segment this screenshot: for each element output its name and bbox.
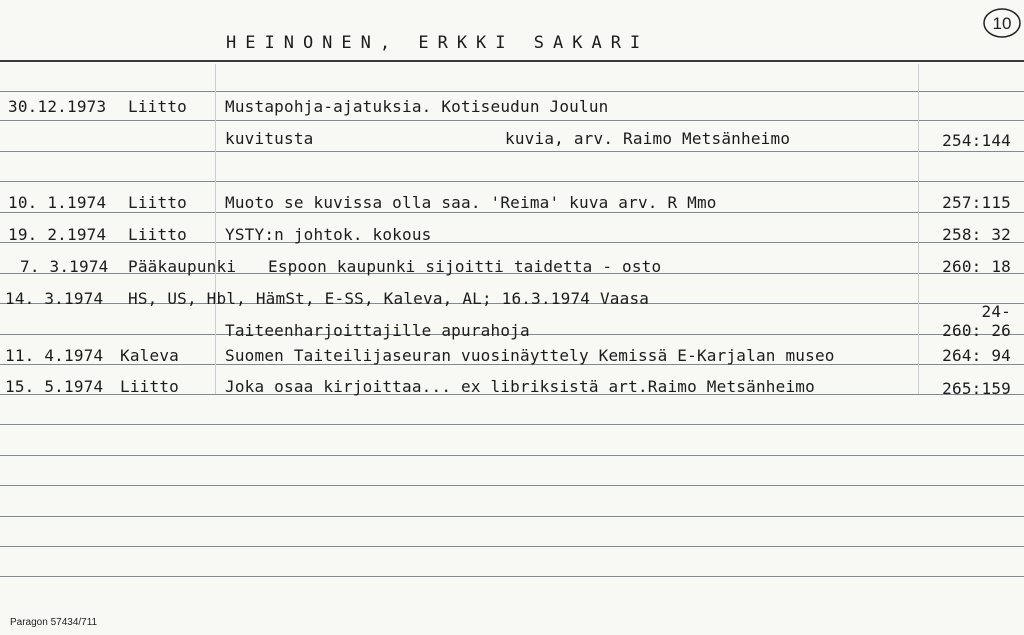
ruled-line (0, 576, 1024, 577)
ruled-line (0, 120, 1024, 121)
entry-reference: 260: 26 (942, 321, 1011, 340)
entry-source: HS, US, Hbl, HämSt, E-SS, Kaleva, AL; 16.3.1974 Vaasa (128, 289, 650, 308)
ruled-line (0, 455, 1024, 456)
entry-source: Liitto (128, 225, 187, 244)
entry-source: Liitto (120, 377, 179, 396)
entry-source: Pääkaupunki (128, 257, 237, 276)
ruled-line (0, 212, 1024, 213)
entry-reference: 254:144 (942, 131, 1011, 150)
entry-reference: 265:159 (942, 379, 1011, 398)
entry-text: Mustapohja-ajatuksia. Kotiseudun Joulun (225, 97, 609, 116)
entry-date: 19. 2.1974 (8, 225, 107, 244)
ruled-line (0, 91, 1024, 92)
page-number-text: 10 (992, 14, 1012, 33)
ruled-line (0, 485, 1024, 486)
entry-date: 30.12.1973 (8, 97, 107, 116)
ruled-line (0, 546, 1024, 547)
card-footer: Paragon 57434/711 (10, 617, 98, 628)
entry-text: Joka osaa kirjoittaa... ex libriksistä art.Raimo Metsänheimo (225, 377, 815, 396)
entry-date: 14. 3.1974 (5, 289, 104, 308)
entry-reference: 260: 18 (942, 257, 1011, 276)
entry-date: 7. 3.1974 (20, 257, 109, 276)
entry-text: YSTY:n johtok. kokous (225, 225, 432, 244)
entry-reference: 264: 94 (942, 346, 1011, 365)
ruled-line (0, 151, 1024, 152)
entry-reference: 258: 32 (942, 225, 1011, 244)
ruled-line (0, 424, 1024, 425)
entry-date: 10. 1.1974 (8, 193, 107, 212)
entry-text: Suomen Taiteilijaseuran vuosinäyttely Kemissä E-Karjalan museo (225, 346, 835, 365)
entry-date: 15. 5.1974 (5, 377, 104, 396)
entry-source: Kaleva (120, 346, 179, 365)
entry-source: Liitto (128, 97, 187, 116)
page-number-mark (982, 6, 1022, 40)
ruled-line (0, 516, 1024, 517)
header-rule (0, 60, 1024, 62)
column-guide (215, 64, 216, 394)
entry-source: Liitto (128, 193, 187, 212)
entry-reference: 257:115 (942, 193, 1011, 212)
entry-text: Espoon kaupunki sijoitti taidetta - osto (268, 257, 662, 276)
entry-text: Taiteenharjoittajille apurahoja (225, 321, 530, 340)
entry-date: 11. 4.1974 (5, 346, 104, 365)
card-heading: HEINONEN, ERKKI SAKARI (226, 33, 650, 53)
ruled-line (0, 181, 1024, 182)
entry-text-continued: kuvia, arv. Raimo Metsänheimo (505, 129, 791, 148)
entry-text-continued: kuvitusta (225, 129, 314, 148)
entry-text: Muoto se kuvissa olla saa. 'Reima' kuva arv. R Mmo (225, 193, 717, 212)
entry-reference-prefix: 24- (981, 302, 1011, 321)
